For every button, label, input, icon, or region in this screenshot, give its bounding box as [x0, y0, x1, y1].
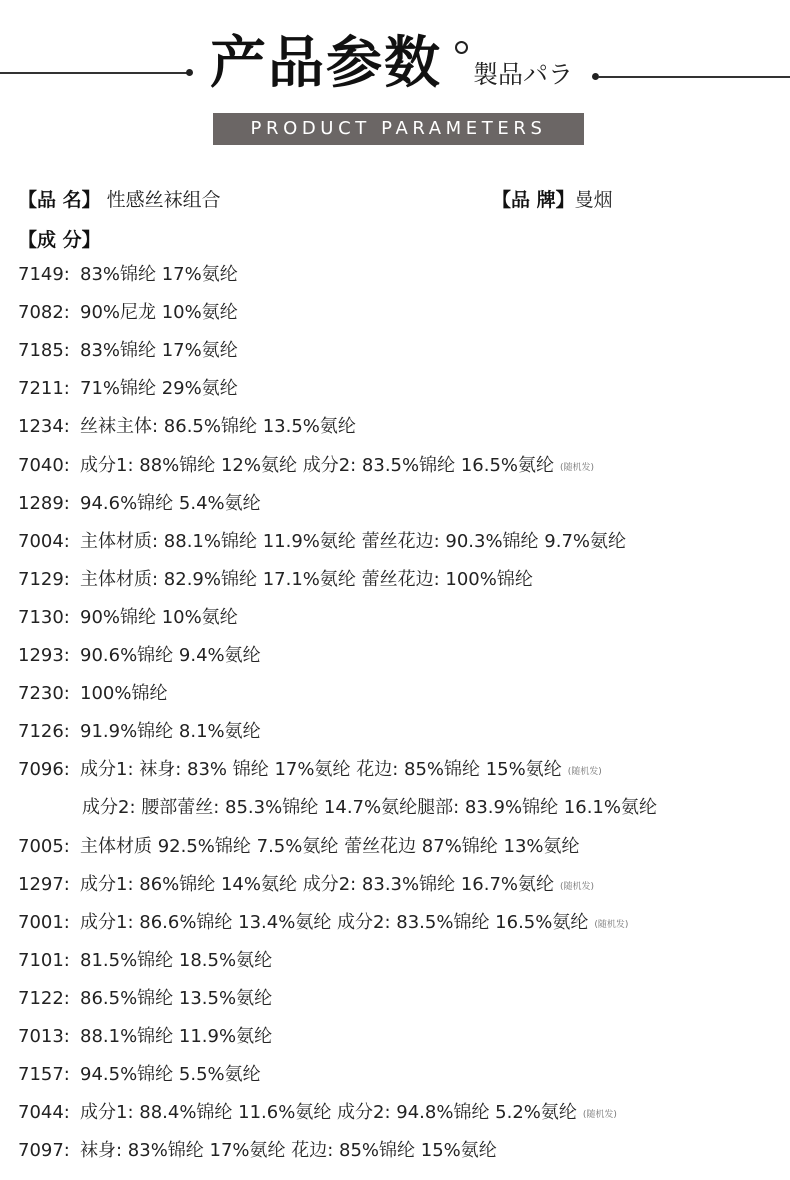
item-code: 7040:: [18, 455, 70, 476]
item-code: 7211:: [18, 378, 70, 399]
item-composition: 成分1: 86.6%锦纶 13.4%氨纶 成分2: 83.5%锦纶 16.5%氨纶: [80, 912, 589, 933]
item-code: 7157:: [18, 1064, 70, 1085]
item-composition: 83%锦纶 17%氨纶: [80, 264, 238, 285]
page-subtitle-band: PRODUCT PARAMETERS: [213, 113, 584, 145]
item-code: 7097:: [18, 1140, 70, 1161]
random-shipping-note: (随机发): [594, 920, 629, 930]
item-code: 7005:: [18, 836, 70, 857]
item-code: 1289:: [18, 493, 70, 514]
composition-label: 【成 分】: [18, 229, 101, 251]
composition-item: [18, 1139, 497, 1163]
item-code: 7129:: [18, 569, 70, 590]
random-shipping-note: (随机发): [582, 1110, 617, 1120]
item-code: 7001:: [18, 912, 70, 933]
composition-item: [18, 530, 626, 554]
brand-row: [492, 188, 613, 212]
composition-item: [18, 301, 238, 325]
item-code: 7130:: [18, 607, 70, 628]
item-composition: 94.5%锦纶 5.5%氨纶: [80, 1064, 261, 1085]
item-code: 7013:: [18, 1026, 70, 1047]
item-composition: 100%锦纶: [80, 683, 168, 704]
composition-item: [18, 492, 261, 516]
composition-item: [18, 835, 580, 859]
item-code: 1234:: [18, 416, 70, 437]
composition-item: [18, 987, 272, 1011]
page-title-japanese: 製品パラ: [473, 60, 574, 89]
composition-item: [18, 415, 356, 439]
item-composition: 86.5%锦纶 13.5%氨纶: [80, 988, 273, 1009]
item-composition: 成分1: 88.4%锦纶 11.6%氨纶 成分2: 94.8%锦纶 5.2%氨纶: [80, 1102, 577, 1123]
brand-label: 【品 牌】: [492, 189, 575, 211]
composition-item: [18, 644, 261, 668]
composition-heading: [18, 228, 101, 252]
item-composition: 主体材质 92.5%锦纶 7.5%氨纶 蕾丝花边 87%锦纶 13%氨纶: [80, 836, 580, 857]
item-code: 7101:: [18, 950, 70, 971]
product-name-label: 【品 名】: [18, 189, 101, 211]
composition-item: [18, 263, 238, 287]
item-composition: 丝袜主体: 86.5%锦纶 13.5%氨纶: [80, 416, 356, 437]
product-name-value: 性感丝袜组合: [106, 189, 221, 211]
composition-item: [18, 911, 628, 935]
composition-item: [18, 720, 261, 744]
composition-item: [82, 796, 657, 820]
item-code: 1297:: [18, 874, 70, 895]
item-composition: 主体材质: 82.9%锦纶 17.1%氨纶 蕾丝花边: 100%锦纶: [80, 569, 533, 590]
item-code: 7230:: [18, 683, 70, 704]
composition-item: [18, 873, 594, 897]
item-code: 7004:: [18, 531, 70, 552]
item-code: 7082:: [18, 302, 70, 323]
item-code: 7126:: [18, 721, 70, 742]
composition-item: [18, 454, 594, 478]
random-shipping-note: (随机发): [560, 882, 595, 892]
random-shipping-note: (随机发): [560, 463, 595, 473]
item-composition: 88.1%锦纶 11.9%氨纶: [80, 1026, 273, 1047]
composition-item: [18, 949, 272, 973]
item-composition: 90%锦纶 10%氨纶: [80, 607, 238, 628]
composition-item: [18, 377, 238, 401]
item-code: 7149:: [18, 264, 70, 285]
composition-item: [18, 682, 167, 706]
item-composition: 成分1: 袜身: 83% 锦纶 17%氨纶 花边: 85%锦纶 15%氨纶: [80, 759, 562, 780]
random-shipping-note: (随机发): [567, 767, 602, 777]
item-composition: 主体材质: 88.1%锦纶 11.9%氨纶 蕾丝花边: 90.3%锦纶 9.7%氨纶: [80, 531, 627, 552]
header-dot-left: [186, 69, 193, 76]
item-composition: 成分1: 88%锦纶 12%氨纶 成分2: 83.5%锦纶 16.5%氨纶: [80, 455, 555, 476]
item-composition: 81.5%锦纶 18.5%氨纶: [80, 950, 273, 971]
product-parameters-header: [0, 0, 790, 160]
item-composition: 成分1: 86%锦纶 14%氨纶 成分2: 83.3%锦纶 16.7%氨纶: [80, 874, 555, 895]
item-code: 7096:: [18, 759, 70, 780]
composition-item: [18, 568, 533, 592]
page-title: 产品参数: [210, 30, 442, 96]
brand-value: 曼烟: [574, 189, 613, 211]
item-code: 7044:: [18, 1102, 70, 1123]
item-composition: 袜身: 83%锦纶 17%氨纶 花边: 85%锦纶 15%氨纶: [80, 1140, 497, 1161]
item-composition: 成分2: 腰部蕾丝: 85.3%锦纶 14.7%氨纶腿部: 83.9%锦纶 16.1%氨纶: [82, 797, 657, 818]
composition-item: [18, 758, 602, 782]
header-rule-left: [0, 72, 188, 74]
item-composition: 90.6%锦纶 9.4%氨纶: [80, 645, 261, 666]
composition-item: [18, 1025, 272, 1049]
title-circle-mark: [455, 41, 468, 54]
header-rule-right: [598, 76, 790, 78]
composition-item: [18, 339, 238, 363]
item-composition: 83%锦纶 17%氨纶: [80, 340, 238, 361]
item-composition: 71%锦纶 29%氨纶: [80, 378, 238, 399]
item-composition: 90%尼龙 10%氨纶: [80, 302, 238, 323]
composition-item: [18, 606, 238, 630]
item-composition: 91.9%锦纶 8.1%氨纶: [80, 721, 261, 742]
item-code: 1293:: [18, 645, 70, 666]
item-code: 7185:: [18, 340, 70, 361]
item-code: 7122:: [18, 988, 70, 1009]
item-composition: 94.6%锦纶 5.4%氨纶: [80, 493, 261, 514]
composition-item: [18, 1101, 617, 1125]
product-name-row: [18, 188, 221, 212]
composition-item: [18, 1063, 261, 1087]
